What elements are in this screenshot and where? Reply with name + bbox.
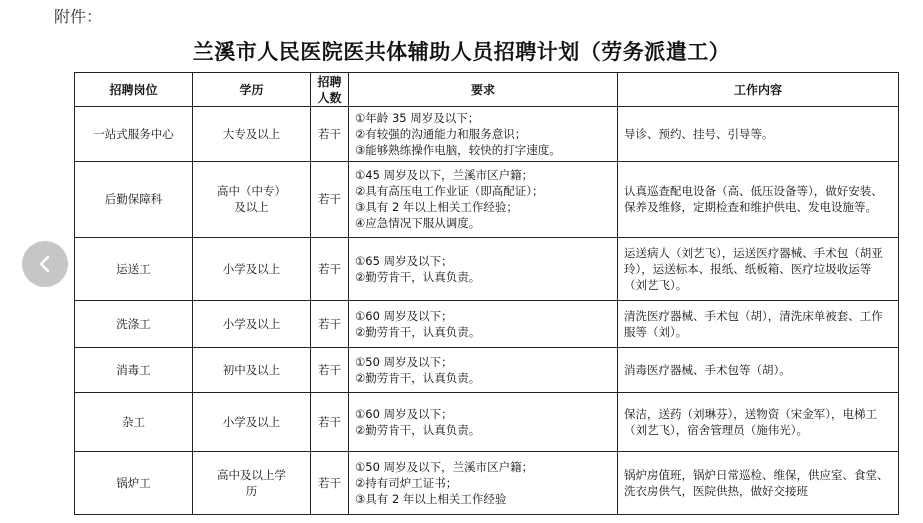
requirement-item: ②勤劳肯干，认真负责。 (355, 269, 481, 284)
cell-education (193, 237, 311, 300)
education-line: 大专及以上 (222, 127, 281, 142)
requirement-item: ①45 周岁及以下，兰溪市区户籍； (355, 168, 534, 183)
cell-education (193, 162, 311, 237)
cell-position: 洗涤工 (75, 300, 193, 347)
cell-duties: 认真巡查配电设备（高、低压设备等），做好安装、保养及维修，定期检查和维护供电、发电设施等。 (618, 162, 899, 237)
requirement-item: ①年龄 35 周岁及以下； (355, 111, 480, 126)
requirement-item: ②勤劳肯干，认真负责。 (355, 370, 481, 385)
cell-requirements (349, 451, 618, 514)
cell-requirements (349, 347, 618, 392)
cell-requirements (349, 107, 618, 162)
cell-duties: 运送病人（刘艺飞），运送医疗器械、手术包（胡亚玲），运送标本、报纸、纸板箱、医疗垃圾收运等（刘艺飞）。 (618, 237, 899, 300)
header-education: 学历 (193, 73, 311, 107)
cell-count: 若干 (311, 300, 349, 347)
cell-education (193, 107, 311, 162)
requirement-item: ①60 周岁及以下； (355, 406, 453, 421)
cell-count: 若干 (311, 347, 349, 392)
cell-position: 消毒工 (75, 347, 193, 392)
cell-count: 若干 (311, 392, 349, 451)
header-duties: 工作内容 (618, 73, 899, 107)
page-title: 兰溪市人民医院医共体辅助人员招聘计划（劳务派遣工） (192, 39, 731, 64)
requirement-item: ②具有高压电工作业证（即高配证）； (355, 184, 544, 199)
header-requirements: 要求 (349, 73, 618, 107)
cell-duties: 保洁，送药（刘琳芬），送物资（宋金军），电梯工（刘艺飞），宿舍管理员（施伟光）。 (618, 392, 899, 451)
table-row (75, 162, 899, 237)
requirement-item: ②勤劳肯干，认真负责。 (355, 422, 481, 437)
cell-position: 一站式服务中心 (75, 107, 193, 162)
education-line: 历 (245, 483, 258, 498)
cell-education (193, 347, 311, 392)
education-line: 小学及以上 (222, 261, 281, 276)
cell-count: 若干 (311, 162, 349, 237)
education-line: 初中及以上 (222, 362, 281, 377)
cell-position: 杂工 (75, 392, 193, 451)
cell-position: 运送工 (75, 237, 193, 300)
requirement-item: ①50 周岁及以下，兰溪市区户籍； (355, 459, 534, 474)
cell-requirements (349, 392, 618, 451)
cell-requirements (349, 162, 618, 237)
cell-requirements (349, 300, 618, 347)
table-row (75, 451, 899, 514)
recruitment-table (74, 72, 899, 515)
cell-count: 若干 (311, 237, 349, 300)
cell-requirements (349, 237, 618, 300)
requirement-item: ④应急情况下服从调度。 (355, 216, 481, 231)
cell-count: 若干 (311, 107, 349, 162)
cell-duties: 消毒医疗器械、手术包等（胡）。 (618, 347, 899, 392)
table-row (75, 107, 899, 162)
education-line: 小学及以上 (222, 316, 281, 331)
cell-count: 若干 (311, 451, 349, 514)
requirement-item: ①65 周岁及以下； (355, 253, 453, 268)
requirement-item: ①50 周岁及以下； (355, 354, 453, 369)
requirement-item: ②有较强的沟通能力和服务意识； (355, 127, 527, 142)
table-header-row (75, 73, 899, 107)
cell-duties: 导诊、预约、挂号、引导等。 (618, 107, 899, 162)
header-count-line2: 人数 (317, 90, 342, 105)
table-row (75, 347, 899, 392)
cell-position: 锅炉工 (75, 451, 193, 514)
requirement-item: ②勤劳肯干，认真负责。 (355, 324, 481, 339)
cell-education (193, 451, 311, 514)
header-position: 招聘岗位 (75, 73, 193, 107)
cell-duties: 清洗医疗器械、手术包（胡），清洗床单被套、工作服等（刘）。 (618, 300, 899, 347)
cell-education (193, 392, 311, 451)
attachment-label: 附件： (54, 7, 103, 26)
education-line: 小学及以上 (222, 414, 281, 429)
table-row (75, 392, 899, 451)
header-count (311, 73, 349, 107)
cell-duties: 锅炉房值班，锅炉日常巡检、维保，供应室、食堂、洗衣房供气，医院供热，做好交接班 (618, 451, 899, 514)
requirement-item: ③具有 2 年以上相关工作经验； (355, 200, 518, 215)
prev-page-button[interactable] (22, 241, 68, 287)
requirement-item: ③能够熟练操作电脑，较快的打字速度。 (355, 143, 561, 158)
table-row (75, 300, 899, 347)
chevron-left-icon (37, 254, 53, 274)
header-count-line1: 招聘 (317, 74, 342, 89)
table-row (75, 237, 899, 300)
cell-education (193, 300, 311, 347)
requirement-item: ③具有 2 年以上相关工作经验 (355, 491, 507, 506)
requirement-item: ②持有司炉工证书； (355, 475, 458, 490)
requirement-item: ①60 周岁及以下； (355, 308, 453, 323)
education-line: 高中及以上学 (217, 467, 286, 482)
education-line: 及以上 (234, 200, 269, 215)
education-line: 高中（中专） (217, 184, 286, 199)
cell-position: 后勤保障科 (75, 162, 193, 237)
